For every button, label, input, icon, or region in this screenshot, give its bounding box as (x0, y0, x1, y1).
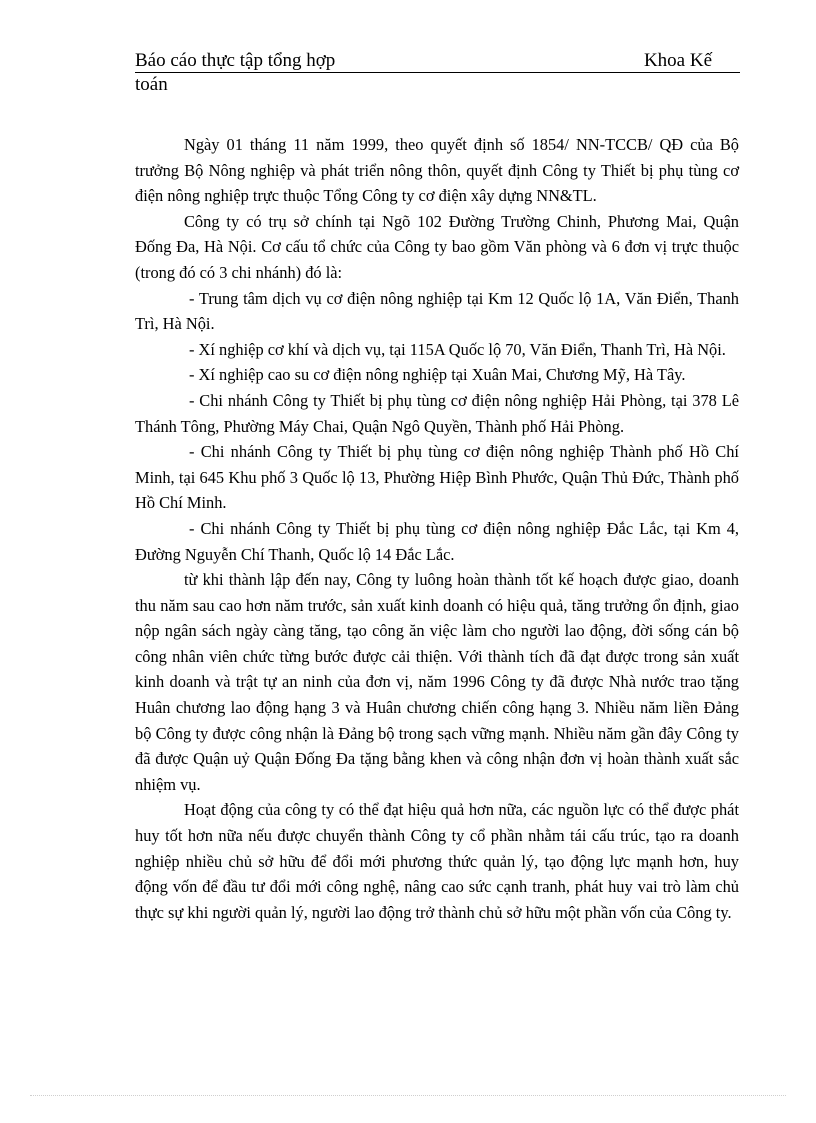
list-item-unit-6: - Chi nhánh Công ty Thiết bị phụ tùng cơ điện nông nghiệp Đắc Lắc, tại Km 4, Đường Nguyễn Chí Thanh, Quốc lộ 14 Đắc Lắc. (135, 518, 739, 564)
list-item-unit-1: - Trung tâm dịch vụ cơ điện nông nghiệp tại Km 12 Quốc lộ 1A, Văn Điển, Thanh Trì, Hà Nội. (135, 288, 739, 334)
page-header (135, 50, 740, 96)
document-body (135, 132, 739, 925)
paragraph-founding: Ngày 01 tháng 11 năm 1999, theo quyết định số 1854/ NN-TCCB/ QĐ của Bộ trưởng Bộ Nông nghiệp và phát triển nông thôn, quyết định Công ty Thiết bị phụ tùng cơ điện nông nghiệp trực thuộc Tổng Công ty cơ điện xây dựng NN&TL. (135, 135, 739, 206)
list-item-unit-4: - Chi nhánh Công ty Thiết bị phụ tùng cơ điện nông nghiệp Hải Phòng, tại 378 Lê Thánh Tông, Phường Máy Chai, Quận Ngô Quyền, Thành phố Hải Phòng. (135, 390, 739, 436)
list-item-unit-5: - Chi nhánh Công ty Thiết bị phụ tùng cơ điện nông nghiệp Thành phố Hồ Chí Minh, tại 645 Khu phố 3 Quốc lộ 13, Phường Hiệp Bình Phước, Quận Thủ Đức, Thành phố Hồ Chí Minh. (135, 442, 739, 513)
paragraph-achievements: từ khi thành lập đến nay, Công ty luông hoàn thành tốt kế hoạch được giao, doanh thu năm sau cao hơn năm trước, sản xuất kinh doanh có hiệu quả, tăng trưởng ổn định, giao nộp ngân sách ngày càng tăng, tạo công ăn việc làm cho người lao động, đời sống cán bộ công nhân viên chức từng bước được cải thiện. Với thành tích đã đạt được trong sản xuất kinh doanh và trật tự an ninh của đơn vị, năm 1996 Công ty đã được Nhà nước trao tặng Huân chương lao động hạng 3 và Huân chương chiến công hạng 3. Nhiều năm liền Đảng bộ Công ty được công nhận là Đảng bộ trong sạch vững mạnh. Nhiều năm gần đây Công ty đã được Quận uỷ Quận Đống Đa tặng bằng khen và công nhận đơn vị hoàn thành xuất sắc nhiệm vụ. (135, 570, 739, 794)
list-item-unit-3: - Xí nghiệp cao su cơ điện nông nghiệp tại Xuân Mai, Chương Mỹ, Hà Tây. (189, 365, 686, 385)
header-row (135, 50, 740, 73)
paragraph-headquarters: Công ty có trụ sở chính tại Ngõ 102 Đường Trường Chinh, Phương Mai, Quận Đống Đa, Hà Nội. Cơ cấu tổ chức của Công ty bao gồm Văn phòng và 6 đơn vị trực thuộc (trong đó có 3 chi nhánh) đó là: (135, 211, 739, 282)
page-bottom-divider (30, 1095, 786, 1096)
paragraph-outlook: Hoạt động của công ty có thể đạt hiệu quả hơn nữa, các nguồn lực có thể được phát huy tốt hơn nữa nếu được chuyển thành Công ty cổ phần nhằm tái cấu trúc, tạo ra doanh nghiệp nhiều chủ sở hữu để đổi mới phương thức quản lý, tạo động lực mạnh hơn, huy động vốn để đầu tư đổi mới công nghệ, nâng cao sức cạnh tranh, phát huy vai trò làm chủ thực sự khi người quản lý, người lao động trở thành chủ sở hữu một phần vốn của Công ty. (135, 800, 739, 922)
list-item-unit-2: - Xí nghiệp cơ khí và dịch vụ, tại 115A Quốc lộ 70, Văn Điển, Thanh Trì, Hà Nội. (189, 339, 726, 359)
header-department: Khoa Kế (643, 50, 712, 71)
header-report-title: Báo cáo thực tập tổng hợp (135, 50, 336, 71)
header-department-continuation: toán (135, 74, 168, 95)
